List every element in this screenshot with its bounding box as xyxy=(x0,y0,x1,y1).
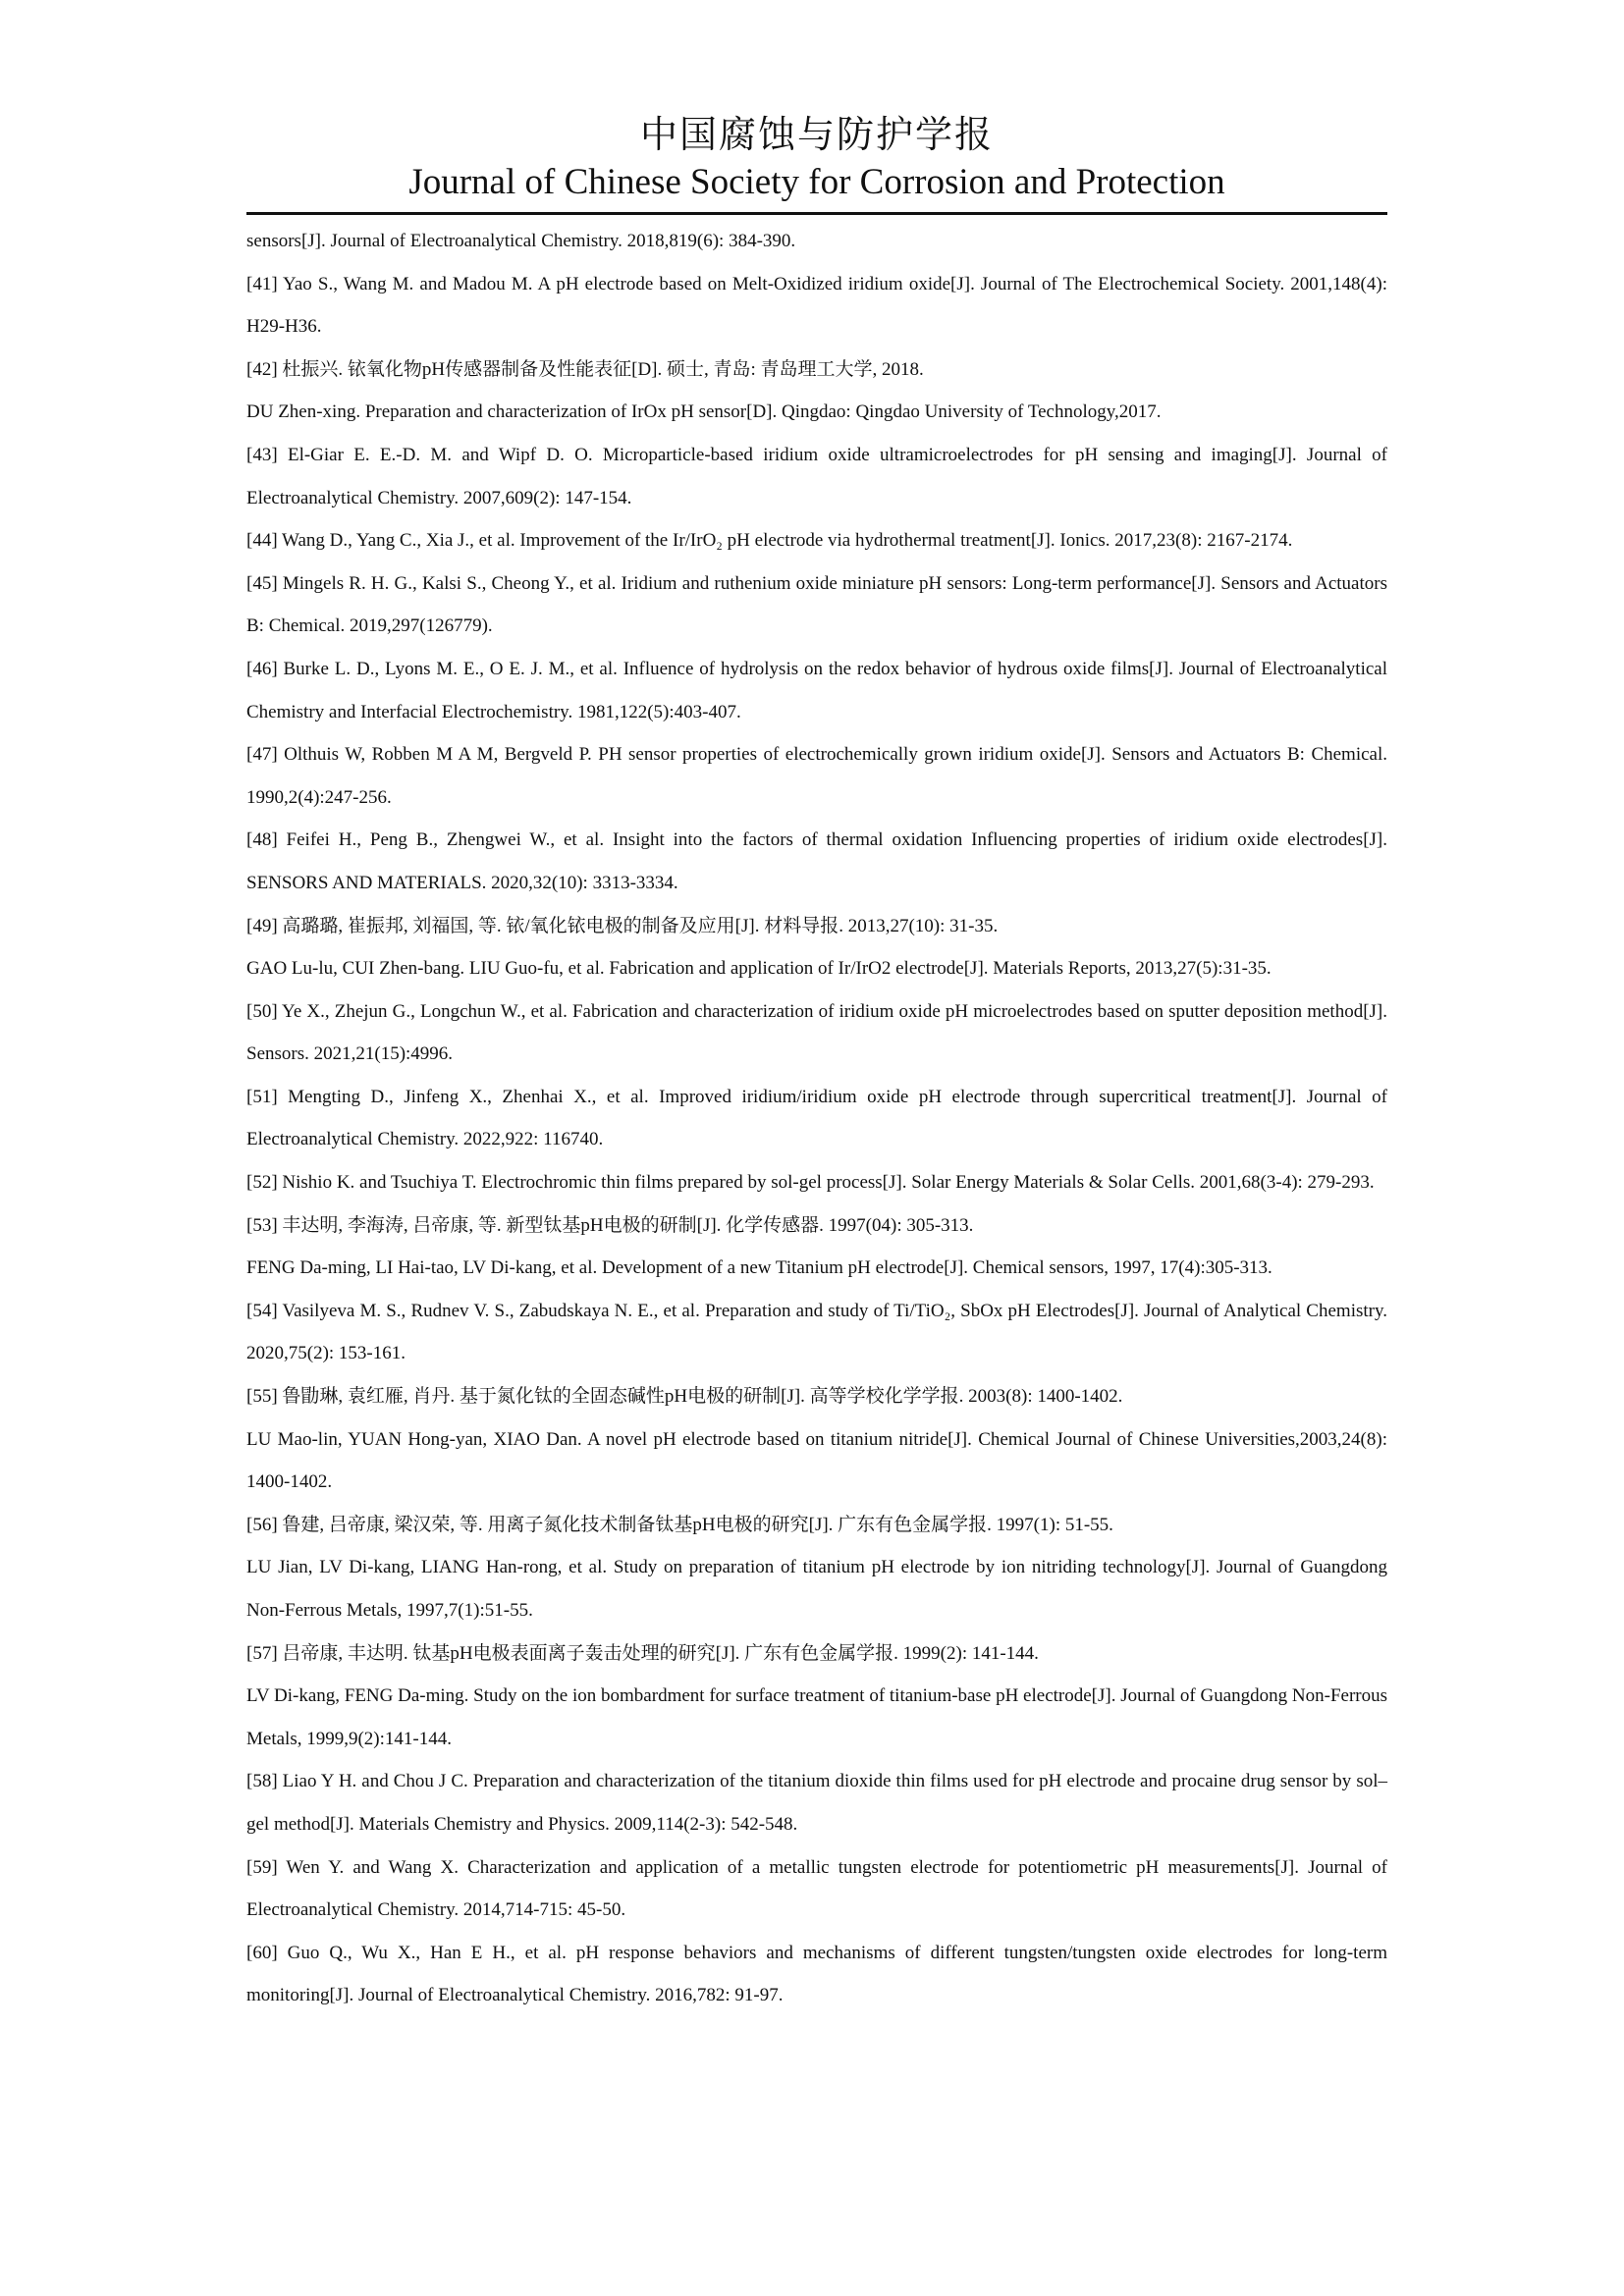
reference-entry: LU Jian, LV Di-kang, LIANG Han-rong, et al. Study on preparation of titanium pH electrode by ion nitriding technology[J]. Journal of Guangdong Non-Ferrous Metals, 1997,7(1):51-55. xyxy=(246,1557,1387,1621)
reference-entry: [41] Yao S., Wang M. and Madou M. A pH electrode based on Melt-Oxidized iridium oxide[J]. Journal of The Electrochemical Society. 2001,148(4): H29-H36. xyxy=(246,273,1387,338)
reference-entry: [48] Feifei H., Peng B., Zhengwei W., et al. Insight into the factors of thermal oxidation Influencing properties of iridium oxide electrodes[J]. SENSORS AND MATERIALS. 2020,32(10): 3313-3334. xyxy=(246,829,1387,893)
reference-entry: [54] Vasilyeva M. S., Rudnev V. S., Zabudskaya N. E., et al. Preparation and study of Ti/TiO₂, SbOx pH Electrodes[J]. Journal of Analytical Chemistry. 2020,75(2): 153-161. xyxy=(246,1300,1387,1364)
journal-title-english: Journal of Chinese Society for Corrosion and Protection xyxy=(408,162,1225,202)
journal-title-chinese: 中国腐蚀与防护学报 xyxy=(639,113,994,156)
reference-entry: [53] 丰达明, 李海涛, 吕帝康, 等. 新型钛基pH电极的研制[J]. 化学传感器. 1997(04): 305-313. xyxy=(246,1214,974,1236)
reference-entry: sensors[J]. Journal of Electroanalytical Chemistry. 2018,819(6): 384-390. xyxy=(246,231,796,251)
reference-entry: LU Mao-lin, YUAN Hong-yan, XIAO Dan. A novel pH electrode based on titanium nitride[J]. Chemical Journal of Chinese Universities,2003,24(8): 1400-1402. xyxy=(246,1428,1387,1493)
reference-entry: [47] Olthuis W, Robben M A M, Bergveld P. PH sensor properties of electrochemically grown iridium oxide[J]. Sensors and Actuators B: Chemical. 1990,2(4):247-256. xyxy=(246,744,1387,808)
journal-header xyxy=(246,110,1387,206)
header-divider xyxy=(246,212,1387,215)
reference-entry: DU Zhen-xing. Preparation and characterization of IrOx pH sensor[D]. Qingdao: Qingdao University of Technology,2017. xyxy=(246,401,1162,423)
reference-entry: [57] 吕帝康, 丰达明. 钛基pH电极表面离子轰击处理的研究[J]. 广东有色金属学报. 1999(2): 141-144. xyxy=(246,1642,1039,1664)
reference-entry: [51] Mengting D., Jinfeng X., Zhenhai X., et al. Improved iridium/iridium oxide pH electrode through supercritical treatment[J]. Journal of Electroanalytical Chemistry. 2022,922: 116740. xyxy=(246,1086,1387,1150)
reference-entry: FENG Da-ming, LI Hai-tao, LV Di-kang, et al. Development of a new Titanium pH electrode[J]. Chemical sensors, 1997, 17(4):305-313. xyxy=(246,1257,1272,1279)
reference-entry: [52] Nishio K. and Tsuchiya T. Electrochromic thin films prepared by sol-gel process[J]. Solar Energy Materials & Solar Cells. 2001,68(3-4): 279-293. xyxy=(246,1172,1375,1194)
reference-entry: [58] Liao Y H. and Chou J C. Preparation and characterization of the titanium dioxide thin films used for pH electrode and procaine drug sensor by sol–gel method[J]. Materials Chemistry and Physics. 2009,114(2-3): 542-548. xyxy=(246,1771,1387,1835)
reference-list xyxy=(246,220,1387,2017)
reference-entry: [46] Burke L. D., Lyons M. E., O E. J. M., et al. Influence of hydrolysis on the redox behavior of hydrous oxide films[J]. Journal of Electroanalytical Chemistry and Interfacial Electrochemistry. 1981,122(5):403-407. xyxy=(246,658,1387,722)
reference-entry: [43] El-Giar E. E.-D. M. and Wipf D. O. Microparticle-based iridium oxide ultramicroelectrodes for pH sensing and imaging[J]. Journal of Electroanalytical Chemistry. 2007,609(2): 147-154. xyxy=(246,444,1387,508)
reference-entry: [60] Guo Q., Wu X., Han E H., et al. pH response behaviors and mechanisms of different tungsten/tungsten oxide electrodes for long-term monitoring[J]. Journal of Electroanalytical Chemistry. 2016,782: 91-97. xyxy=(246,1942,1387,2006)
reference-entry: [42] 杜振兴. 铱氧化物pH传感器制备及性能表征[D]. 硕士, 青岛: 青岛理工大学, 2018. xyxy=(246,358,924,380)
reference-entry: GAO Lu-lu, CUI Zhen-bang. LIU Guo-fu, et al. Fabrication and application of Ir/IrO2 electrode[J]. Materials Reports, 2013,27(5):31-35. xyxy=(246,958,1272,980)
reference-entry: [45] Mingels R. H. G., Kalsi S., Cheong Y., et al. Iridium and ruthenium oxide miniature pH sensors: Long-term performance[J]. Sensors and Actuators B: Chemical. 2019,297(126779). xyxy=(246,572,1387,637)
reference-entry: [50] Ye X., Zhejun G., Longchun W., et al. Fabrication and characterization of iridium oxide pH microelectrodes based on sputter deposition method[J]. Sensors. 2021,21(15):4996. xyxy=(246,1000,1387,1065)
reference-entry: [59] Wen Y. and Wang X. Characterization and application of a metallic tungsten electrode for potentiometric pH measurements[J]. Journal of Electroanalytical Chemistry. 2014,714-715: 45-50. xyxy=(246,1856,1387,1921)
reference-entry: LV Di-kang, FENG Da-ming. Study on the ion bombardment for surface treatment of titanium-base pH electrode[J]. Journal of Guangdong Non-Ferrous Metals, 1999,9(2):141-144. xyxy=(246,1685,1387,1749)
reference-entry: [44] Wang D., Yang C., Xia J., et al. Improvement of the Ir/IrO₂ pH electrode via hydrothermal treatment[J]. Ionics. 2017,23(8): 2167-2174. xyxy=(246,530,1293,552)
reference-entry: [56] 鲁建, 吕帝康, 梁汉荣, 等. 用离子氮化技术制备钛基pH电极的研究[J]. 广东有色金属学报. 1997(1): 51-55. xyxy=(246,1514,1113,1535)
reference-entry: [55] 鲁勖琳, 袁红雁, 肖丹. 基于氮化钛的全固态碱性pH电极的研制[J]. 高等学校化学学报. 2003(8): 1400-1402. xyxy=(246,1386,1123,1408)
reference-entry: [49] 高璐璐, 崔振邦, 刘福国, 等. 铱/氧化铱电极的制备及应用[J]. 材料导报. 2013,27(10): 31-35. xyxy=(246,915,999,936)
